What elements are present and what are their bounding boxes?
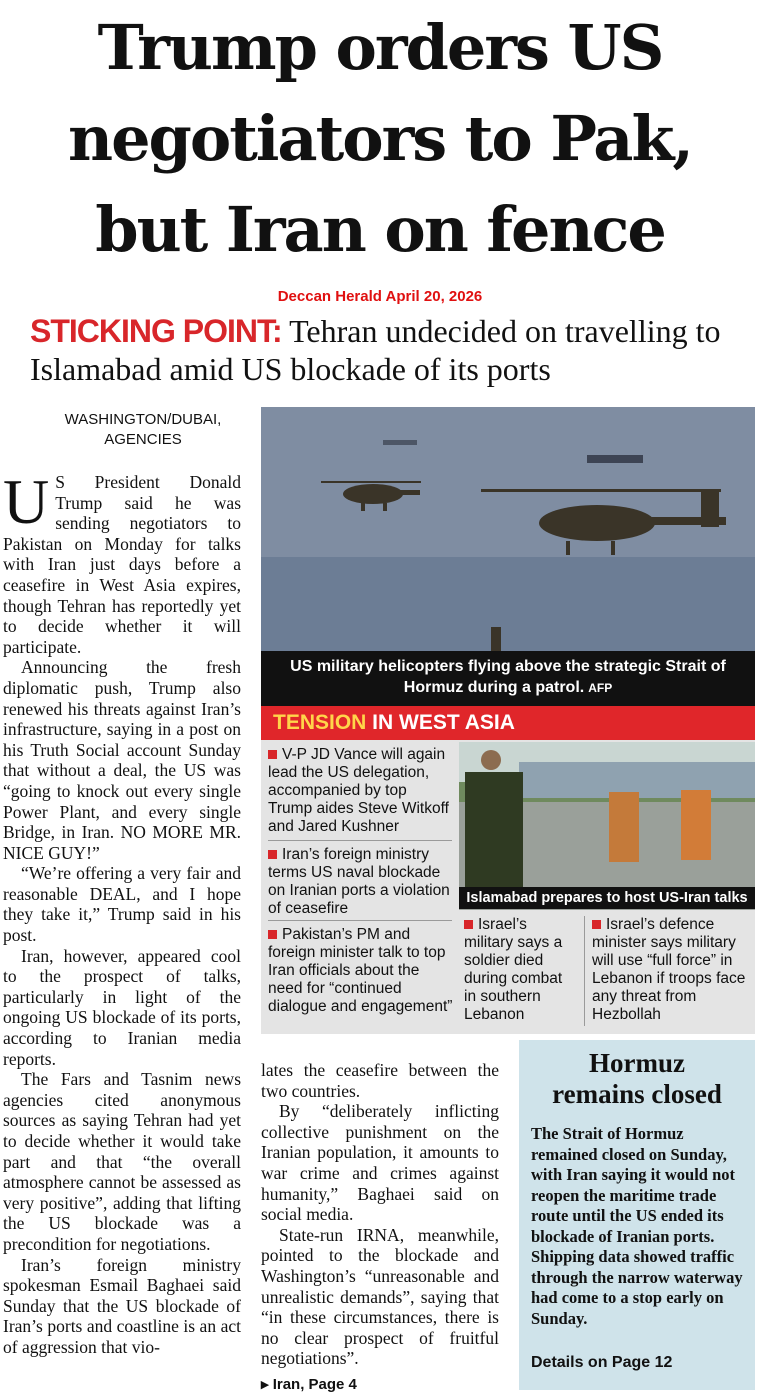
tension-region: IN WEST ASIA <box>366 711 515 734</box>
subheadline <box>30 312 740 388</box>
divider <box>268 840 452 841</box>
photo-caption-text: US military helicopters flying above the strategic Strait of Hormuz during a patrol. <box>290 658 726 696</box>
story-paragraph: Iran, however, appeared cool to the prospect of talks, particularly in light of the ongoing US blockade of its ports, according to Iranian media reports. <box>3 945 241 1069</box>
tension-word: TENSION <box>273 711 367 734</box>
bullet-marker <box>268 750 277 759</box>
subheadline-lead: STICKING POINT: <box>30 313 282 349</box>
bullet-item: V-P JD Vance will again lead the US delegation, accompanied by top Trump aides Steve Witkoff and Jared Kushner <box>268 746 449 835</box>
byline-location: WASHINGTON/DUBAI, <box>64 411 222 428</box>
bullet-item: Pakistan’s PM and foreign minister talk to top Iran officials about the need for “continued dialogue and engagement” <box>268 926 453 1015</box>
bullet-marker <box>268 930 277 939</box>
divider <box>268 920 452 921</box>
street-illustration <box>459 742 755 910</box>
drop-cap: U <box>3 466 50 537</box>
story-paragraph: “We’re offering a very fair and reasonable DEAL, and I hope they take it,” Trump said in his post. <box>3 863 241 946</box>
story-paragraph: The Fars and Tasnim news agencies cited anonymous sources as saying Tehran had yet to decide whether it would take part and that “the overall atmosphere cannot be assessed as very positive”, adding that lifting the US blockade was a precondition for negotiations. <box>3 1069 241 1254</box>
headline <box>0 2 760 275</box>
helicopter-photo <box>261 407 755 651</box>
story-paragraph: By “deliberately inflicting collective punishment on the Iranian population, it amounts to war crime and crimes against humanity,” Baghaei said on social media. <box>261 1101 499 1225</box>
story-paragraph: State-run IRNA, meanwhile, pointed to the blockade and Washington’s “unreasonable and unrealistic demands”, saying that “in these circumstances, there is no clear prospect of fruitful negotiations”. <box>261 1224 499 1369</box>
byline-agency: AGENCIES <box>104 431 182 448</box>
source-credit: Deccan Herald April 20, 2026 <box>277 288 483 305</box>
helicopter-illustration <box>261 407 755 651</box>
headline-line-1: Trump orders US <box>97 11 663 84</box>
sidebox-text: The Strait of Hormuz remained closed on Sunday, with Iran saying it would not reopen the maritime trade route until the US ended its blockade of Iranian ports. Shipping data showed traffic through the narrow waterway had come to a stop early on Sunday. <box>531 1124 743 1328</box>
bullet-marker <box>592 920 601 929</box>
photo-caption <box>261 651 755 706</box>
sidebox-title: Hormuz remains closed <box>552 1048 722 1109</box>
bullet-marker <box>268 850 277 859</box>
bullet-marker <box>464 920 473 929</box>
subheadline-text: Tehran undecided on travelling to Islamabad amid US blockade of its ports <box>30 313 721 387</box>
story-column-2 <box>261 1060 499 1369</box>
bullet-item: Israel’s defence minister says military will use “full force” in Lebanon if troops face any threat from Hezbollah <box>592 916 746 1023</box>
story-paragraph: lates the ceasefire between the two countries. <box>261 1060 499 1101</box>
photo-source: AFP <box>588 681 613 695</box>
tension-banner <box>261 706 755 740</box>
story-column-1 <box>3 466 241 1358</box>
story-paragraph: Announcing the fresh diplomatic push, Trump also renewed his threats against Iran’s infrastructure, saying in a post on his Truth Social account Sunday that without a deal, the US was “going to knock out every single Power Plant, and every single Bridge, in Iran. NO MORE MR. NICE GUY!” <box>3 657 241 863</box>
divider <box>584 916 585 1026</box>
byline <box>38 410 248 450</box>
photo2-caption: Islamabad prepares to host US-Iran talks <box>459 887 755 909</box>
hormuz-sidebox <box>519 1040 755 1390</box>
details-link[interactable]: Details on Page 12 <box>531 1354 673 1371</box>
bullet-item: Iran’s foreign ministry terms US naval blockade on Iranian ports a violation of ceasefire <box>268 846 450 917</box>
islamabad-photo <box>459 742 755 910</box>
headline-line-3: but Iran on fence <box>95 193 665 266</box>
story-paragraph: Iran’s foreign ministry spokesman Esmail Baghaei said Sunday that the US blockade of Iran’s ports and coastline is an act of aggression that vio- <box>3 1254 241 1357</box>
bullet-item: Israel’s military says a soldier died during combat in southern Lebanon <box>464 916 563 1023</box>
headline-line-2: negotiators to Pak, <box>68 102 692 175</box>
continued-link[interactable]: ▸ Iran, Page 4 <box>261 1376 357 1393</box>
story-paragraph: U S President Donald Trump said he was sending negotiators to Pakistan on Monday for talks with Iran just days before a ceasefire in West Asia expires, though Tehran has reportedly yet to decide whether it will participate. <box>3 466 241 657</box>
